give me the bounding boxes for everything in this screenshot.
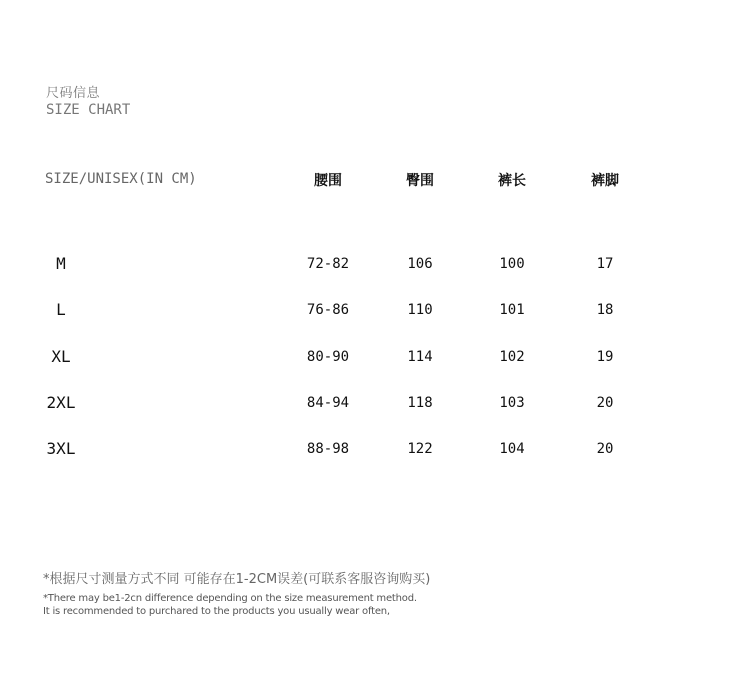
hip-value: 106: [407, 256, 433, 272]
page-title-cn: 尺码信息: [46, 86, 101, 101]
length-value: 101: [499, 302, 525, 318]
size-label: XL: [51, 347, 71, 366]
waist-value: 80-90: [306, 349, 350, 365]
column-header-hem: 裤脚: [591, 173, 619, 189]
waist-value: 88-98: [306, 441, 350, 457]
column-header-waist: 腰围: [314, 173, 342, 189]
hip-value: 122: [407, 441, 433, 457]
column-header-hip: 臀围: [406, 173, 434, 189]
table-row: [0, 254, 750, 278]
hip-value: 110: [407, 302, 433, 318]
size-label: L: [56, 300, 66, 319]
length-value: 103: [499, 395, 525, 411]
hem-value: 18: [596, 302, 614, 318]
measurement-note-cn: *根据尺寸测量方式不同 可能存在1-2CM误差(可联系客服咨询购买): [43, 572, 431, 587]
table-row: [0, 347, 750, 371]
size-column-header: SIZE/UNISEX(IN CM): [45, 171, 197, 187]
page-title-en: SIZE CHART: [46, 102, 131, 118]
length-value: 104: [499, 441, 525, 457]
table-row: [0, 439, 750, 463]
hem-value: 17: [596, 256, 614, 272]
length-value: 102: [499, 349, 525, 365]
hip-value: 118: [407, 395, 433, 411]
waist-value: 72-82: [306, 256, 350, 272]
hem-value: 20: [596, 395, 614, 411]
table-row: [0, 393, 750, 417]
measurement-note-en-line1: *There may be1-2cn difference depending on the size measurement method.: [43, 593, 417, 604]
size-label: M: [56, 254, 66, 273]
hem-value: 19: [596, 349, 614, 365]
length-value: 100: [499, 256, 525, 272]
waist-value: 84-94: [306, 395, 350, 411]
table-row: [0, 300, 750, 324]
column-header-length: 裤长: [498, 173, 526, 189]
size-label: 2XL: [46, 393, 76, 412]
waist-value: 76-86: [306, 302, 350, 318]
hem-value: 20: [596, 441, 614, 457]
size-label: 3XL: [46, 439, 76, 458]
measurement-note-en-line2: It is recommended to purchared to the products you usually wear often,: [43, 606, 390, 617]
hip-value: 114: [407, 349, 433, 365]
